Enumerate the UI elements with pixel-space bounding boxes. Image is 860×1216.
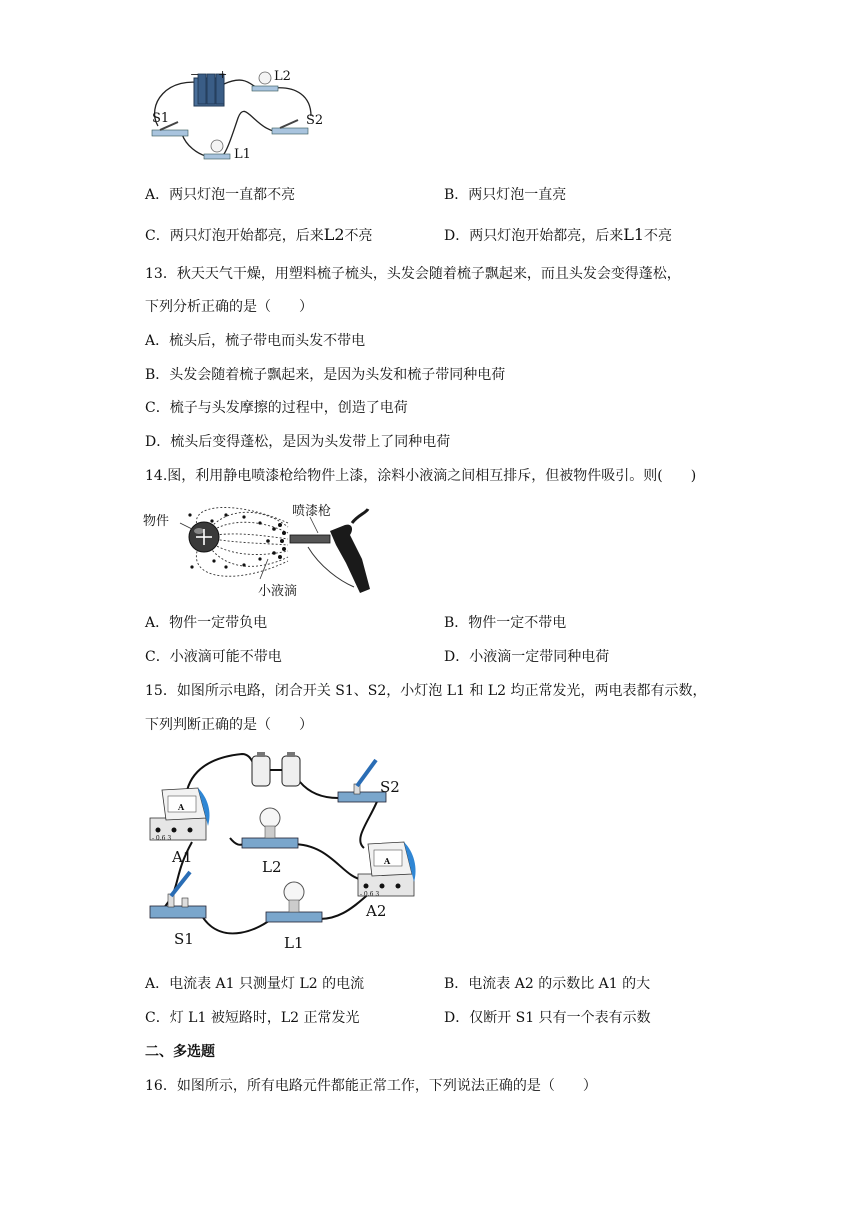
q12-l2-label: L2 <box>274 69 291 84</box>
q15-a1-label: A1 <box>172 848 193 866</box>
q12-option-d-lamp: L1 <box>623 225 645 244</box>
lamp-l1-icon <box>266 882 322 922</box>
q14-stem: 14.图，利用静电喷漆枪给物件上漆，涂料小液滴之间相互排斥，但被物件吸引。则( ) <box>145 468 697 484</box>
q14-droplets-label: 小液滴 <box>258 584 298 599</box>
q13-option-b[interactable]: B．头发会随着梳子飘起来，是因为头发和梳子带同种电荷 <box>145 367 506 383</box>
q15-s1-label: S1 <box>174 930 194 948</box>
q15-a2-label: A2 <box>366 902 387 920</box>
q15-stem-line2: 下列判断正确的是（ ） <box>145 717 313 733</box>
charged-object-icon <box>189 522 219 552</box>
q15-option-d[interactable]: D．仅断开 S1 只有一个表有示数 <box>444 1010 651 1026</box>
q12-option-c[interactable] <box>145 225 373 246</box>
q15-s2-label: S2 <box>380 778 400 796</box>
q15-stem-line1: 15．如图所示电路，闭合开关 S1、S2，小灯泡 L1 和 L2 均正常发光，两电表都有示数， <box>145 683 707 699</box>
q15-option-c[interactable]: C．灯 L1 被短路时，L2 正常发光 <box>145 1010 360 1026</box>
q12-l1-label: L1 <box>234 147 251 162</box>
battery-pair-icon <box>252 752 300 786</box>
q12-option-c-end: 不亮 <box>344 228 373 244</box>
q12-s1-label: S1 <box>152 111 170 126</box>
q12-option-a[interactable]: A．两只灯泡一直都不亮 <box>145 187 296 203</box>
q15-l2-label: L2 <box>262 858 282 876</box>
q15-a1-meter-letter: A <box>178 802 185 812</box>
q14-option-c[interactable]: C．小液滴可能不带电 <box>145 649 282 665</box>
q14-spray-gun-figure <box>140 497 380 601</box>
switch-s2-icon <box>272 120 308 134</box>
spray-gun-icon <box>290 509 370 593</box>
switch-s2-icon <box>338 760 386 802</box>
q15-a2-meter-letter: A <box>384 856 391 866</box>
q16-stem: 16．如图所示，所有电路元件都能正常工作，下列说法正确的是（ ） <box>145 1078 597 1094</box>
q15-circuit-figure <box>142 748 422 958</box>
q13-option-a[interactable]: A．梳头后，梳子带电而头发不带电 <box>145 333 366 349</box>
lamp-l2-icon <box>242 808 298 848</box>
q14-option-d[interactable]: D．小液滴一定带同种电荷 <box>444 649 610 665</box>
q15-a1-scale: - 0.6 3 <box>152 835 172 842</box>
q14-option-b[interactable]: B．物件一定不带电 <box>444 615 567 631</box>
q13-stem-line1: 13．秋天天气干燥，用塑料梳子梳头，头发会随着梳子飘起来，而且头发会变得蓬松， <box>145 266 681 282</box>
ammeter-a1-icon <box>150 788 210 840</box>
section-heading: 二、多选题 <box>145 1044 215 1060</box>
q14-option-a[interactable]: A．物件一定带负电 <box>145 615 268 631</box>
q15-option-a[interactable]: A．电流表 A1 只测量灯 L2 的电流 <box>145 976 365 992</box>
q12-option-d[interactable] <box>444 225 672 246</box>
q13-stem-line2: 下列分析正确的是（ ） <box>145 299 313 315</box>
q13-option-d[interactable]: D．梳头后变得蓬松，是因为头发带上了同种电荷 <box>145 434 451 450</box>
q12-option-c-text: C．两只灯泡开始都亮，后来 <box>145 228 324 244</box>
q14-object-label: 物件 <box>143 514 170 529</box>
q12-option-b[interactable]: B．两只灯泡一直亮 <box>444 187 567 203</box>
q12-option-d-text: D．两只灯泡开始都亮，后来 <box>444 228 624 244</box>
q15-option-b[interactable]: B．电流表 A2 的示数比 A1 的大 <box>444 976 651 992</box>
q14-gun-label: 喷漆枪 <box>292 504 332 519</box>
q13-option-c[interactable]: C．梳子与头发摩擦的过程中，创造了电荷 <box>145 400 408 416</box>
battery-plus-label: + <box>218 68 228 81</box>
q12-circuit-figure <box>146 66 336 166</box>
q12-option-d-end: 不亮 <box>644 228 673 244</box>
q15-a2-scale: - 0.6 3 <box>360 891 380 898</box>
ammeter-a2-icon <box>358 842 416 896</box>
battery-minus-label: − <box>190 68 200 81</box>
q15-l1-label: L1 <box>284 934 304 952</box>
q12-option-c-lamp: L2 <box>323 225 345 244</box>
q12-s2-label: S2 <box>306 113 324 128</box>
